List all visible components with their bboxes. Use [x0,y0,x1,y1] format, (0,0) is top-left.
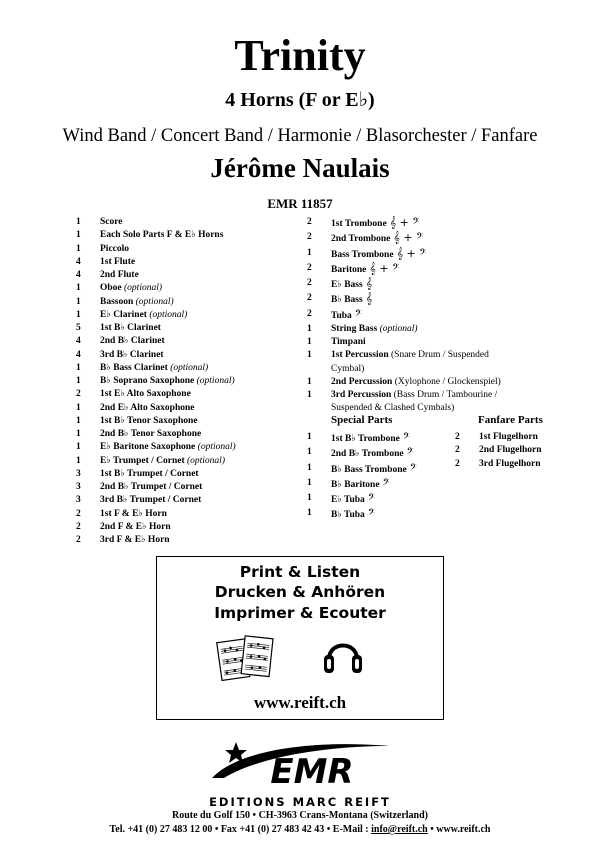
part-quantity: 1 [307,323,312,334]
clef-icon: 𝄢 [402,431,410,444]
part-quantity: 1 [76,243,81,254]
part-name: B♭ Tuba [331,510,365,521]
clef-icon: 𝄢 [382,476,390,490]
part-quantity: 2 [76,389,81,400]
part-note: (Bass Drum / Tambourine / Suspended & Clashed Cymbals) [331,390,498,414]
part-quantity: 1 [76,283,81,294]
part-name: 2nd Percussion [331,376,393,387]
part-quantity: 1 [76,309,81,320]
part-quantity: 1 [307,508,312,519]
part-name: 2nd Flugelhorn [479,445,542,456]
part-optional: (optional) [194,376,235,386]
part-note: (Snare Drum / Suspended Cymbal) [331,350,489,374]
promo-line-2: Drucken & Anhören [214,583,386,601]
part-quantity: 4 [76,256,81,267]
part-row [76,309,236,322]
subtitle: 4 Horns (F or E♭) [225,89,375,111]
part-quantity: 5 [76,323,81,333]
clef-icon: 𝄞 [365,277,373,290]
part-name: 1st Flute [100,256,136,267]
part-row [307,308,517,323]
clef-icon: 𝄢 [354,307,362,321]
part-quantity: 1 [307,432,312,442]
print-listen-box [156,556,444,720]
part-row [307,462,417,477]
part-row [76,388,236,401]
part-row [307,231,517,246]
part-row [76,243,236,256]
part-name: 1st B♭ Tenor Saxophone [100,415,198,426]
part-quantity: 2 [307,278,312,288]
part-quantity: 1 [76,455,81,466]
part-quantity: 2 [307,293,312,304]
clef-icon: 𝄢 [367,492,375,505]
part-note: (optional) [377,323,418,334]
part-quantity: 3 [76,482,81,492]
part-row [76,229,236,242]
part-quantity: 1 [307,247,312,258]
part-name: 2nd B♭ Tenor Saxophone [100,429,202,439]
part-optional: (optional) [133,296,174,307]
part-row [76,455,236,468]
part-row [307,477,417,492]
part-quantity: 3 [76,468,81,479]
part-name: 2nd B♭ Clarinet [100,336,165,347]
part-name: 2nd B♭ Trombone [331,449,404,460]
band-types: Wind Band / Concert Band / Harmonie / Blasorchester / Fanfare [62,126,538,146]
page-title: Trinity [234,31,366,80]
parts-list-right [307,216,517,416]
part-row [76,481,236,494]
contact-suffix: • www.reift.ch [427,824,491,835]
part-quantity: 2 [76,521,81,532]
part-name: 1st E♭ Alto Saxophone [100,389,191,400]
part-row [307,336,517,349]
part-quantity: 1 [307,493,312,503]
promo-line-1: Print & Listen [239,563,361,581]
part-row [455,444,542,457]
part-quantity: 1 [76,402,81,413]
part-quantity: 1 [307,376,312,387]
part-row [307,262,517,277]
part-quantity: 2 [307,217,312,227]
part-name: 1st Percussion [331,350,389,361]
part-quantity: 1 [307,477,312,488]
part-quantity: 1 [76,376,81,386]
part-row [307,247,517,262]
part-name: 3rd B♭ Clarinet [100,349,164,360]
part-optional: (optional) [121,283,163,294]
part-row [455,431,542,444]
part-name: 2nd E♭ Alto Saxophone [100,402,195,413]
part-optional: (optional) [184,455,225,466]
part-name: 2nd F & E♭ Horn [100,521,171,532]
part-row [307,507,417,522]
part-quantity: 2 [455,432,460,442]
part-name: E♭ Baritone Saxophone [100,442,196,453]
part-quantity: 2 [76,508,81,519]
part-name: B♭ Soprano Saxophone [100,376,195,386]
part-quantity: 2 [307,232,312,243]
part-row [307,277,517,292]
part-name: 2nd B♭ Trumpet / Cornet [100,482,203,492]
part-name: 2nd Flute [100,270,139,280]
part-name: 1st B♭ Trombone [331,434,400,444]
clef-icon: 𝄢 [367,507,375,521]
email-link[interactable]: info@reift.ch [371,824,428,835]
clef-icon: 𝄞 + 𝄢 [393,231,424,245]
publisher-address: Route du Golf 150 • CH-3963 Crans-Montana (Switzerland) [172,810,428,821]
part-name: E♭ Bass [331,280,363,290]
part-row [76,362,236,375]
part-quantity: 1 [307,337,312,347]
part-name: Piccolo [100,243,130,254]
part-row [76,282,236,295]
part-row [307,349,517,376]
part-name: E♭ Trumpet / Cornet [100,455,185,466]
publisher-contact [0,824,600,835]
parts-list-left [76,216,236,547]
part-row [76,508,236,521]
part-name: Score [100,217,123,227]
clef-icon: 𝄞 [365,292,373,306]
part-name: 3rd Flugelhorn [479,458,541,469]
clef-icon: 𝄢 [406,446,414,460]
part-row [76,494,236,507]
logo-text: EMR [270,752,354,792]
promo-website-link[interactable]: www.reift.ch [253,693,347,712]
part-name: B♭ Bass [331,295,363,306]
part-row [307,292,517,307]
part-quantity: 3 [76,495,81,506]
part-quantity: 2 [76,535,81,545]
part-note: (Xylophone / Glockenspiel) [392,376,501,387]
part-row [76,375,236,388]
special-parts-list [307,431,417,523]
part-optional: (optional) [195,442,236,453]
part-row [76,335,236,348]
part-quantity: 1 [76,230,81,241]
part-quantity: 4 [76,349,81,360]
part-name: 1st Flugelhorn [479,432,538,442]
emr-logo [200,738,400,794]
fanfare-parts-list [455,431,542,471]
promo-line-3: Imprimer & Ecouter [214,604,386,622]
clef-icon: 𝄞 + 𝄢 [396,246,427,260]
part-row [307,389,517,416]
clef-icon: 𝄞 + 𝄢 [369,261,400,275]
part-name: 3rd B♭ Trumpet / Cornet [100,495,202,506]
part-name: Timpani [331,337,366,347]
part-row [76,322,236,335]
part-name: 3rd F & E♭ Horn [100,535,170,545]
contact-prefix: Tel. +41 (0) 27 483 12 00 • Fax +41 (0) 27 483 42 43 • E-Mail : [109,824,372,835]
part-quantity: 2 [455,445,460,456]
part-name: 2nd Trombone [331,234,391,245]
part-row [76,216,236,229]
part-quantity: 1 [76,415,81,426]
part-optional: (optional) [167,362,209,373]
part-quantity: 4 [76,336,81,347]
part-quantity: 2 [455,458,460,469]
part-row [307,492,417,507]
part-quantity: 1 [307,462,312,473]
part-row [76,269,236,282]
clef-icon: 𝄢 [409,461,417,475]
part-name: Tuba [331,310,352,321]
part-quantity: 2 [307,262,312,273]
part-quantity: 1 [307,390,312,400]
part-quantity: 1 [76,442,81,453]
part-row [76,256,236,269]
special-parts-title: Special Parts [331,414,393,426]
part-name: B♭ Bass Trombone [331,464,407,475]
catalog-number: EMR 11857 [267,196,333,211]
part-row [455,458,542,471]
part-row [307,376,517,389]
part-name: 1st F & E♭ Horn [100,508,167,519]
part-row [307,216,517,231]
part-row [76,534,236,547]
fanfare-parts-title: Fanfare Parts [478,414,543,426]
part-row [76,402,236,415]
part-name: 1st B♭ Trumpet / Cornet [100,468,199,479]
part-name: B♭ Bass Clarinet [100,362,168,373]
part-row [307,323,517,336]
part-quantity: 1 [307,447,312,458]
part-row [307,431,417,446]
part-quantity: 2 [307,308,312,319]
part-name: Oboe [100,283,122,294]
part-name: 1st Trombone [331,219,387,229]
part-quantity: 1 [307,350,312,361]
part-row [76,468,236,481]
part-name: 1st B♭ Clarinet [100,323,161,333]
sheet-music-icon [215,631,275,683]
part-quantity: 1 [76,362,81,373]
part-row [76,296,236,309]
part-name: E♭ Tuba [331,495,365,505]
clef-icon: 𝄞 + 𝄢 [389,216,420,229]
part-name: Bass Trombone [331,249,394,260]
headphones-icon [323,631,363,677]
part-name: B♭ Baritone [331,479,380,490]
part-name: String Bass [331,323,378,334]
part-row [307,446,417,461]
part-quantity: 4 [76,270,81,280]
part-name: Bassoon [100,296,134,307]
part-name: Baritone [331,264,367,275]
part-optional: (optional) [146,309,188,320]
part-row [76,428,236,441]
part-row [76,441,236,454]
part-row [76,349,236,362]
publisher-name: EDITIONS MARC REIFT [209,795,391,809]
part-name: Each Solo Parts F & E♭ Horns [100,230,224,241]
part-row [76,521,236,534]
part-quantity: 1 [76,296,81,307]
part-name: E♭ Clarinet [100,309,147,320]
part-name: 3rd Percussion [331,390,392,400]
part-quantity: 1 [76,429,81,439]
composer-name: Jérôme Naulais [210,153,390,183]
part-row [76,415,236,428]
part-quantity: 1 [76,217,81,227]
